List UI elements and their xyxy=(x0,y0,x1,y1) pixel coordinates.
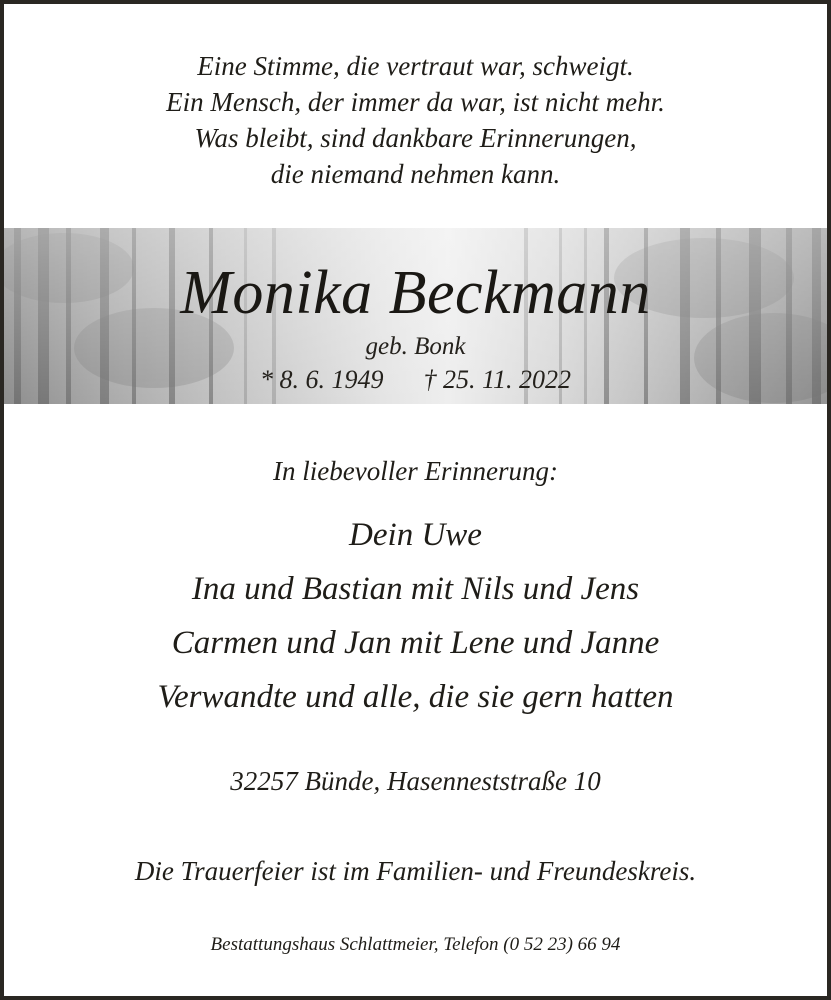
mourner-line: Ina und Bastian mit Nils und Jens xyxy=(191,571,640,607)
ceremony-note: Die Trauerfeier ist im Familien- und Freundeskreis. xyxy=(134,856,697,886)
deceased-name: Monika Beckmann xyxy=(180,259,651,327)
poem-line: Eine Stimme, die vertraut war, schweigt. xyxy=(197,51,634,81)
mourner-line: Carmen und Jan mit Lene und Janne xyxy=(171,625,660,661)
death-date: † 25. 11. 2022 xyxy=(423,365,572,394)
poem-line: Was bleibt, sind dankbare Erinnerungen, xyxy=(194,123,637,153)
life-dates xyxy=(4,364,827,396)
deceased-info xyxy=(4,228,827,404)
mourner-line: Dein Uwe xyxy=(349,517,482,553)
poem-line: Ein Mensch, der immer da war, ist nicht mehr. xyxy=(166,87,665,117)
family-address: 32257 Bünde, Hasenneststraße 10 xyxy=(230,766,601,796)
birth-date: * 8. 6. 1949 xyxy=(259,365,384,394)
mourners-list xyxy=(4,508,827,724)
mourner-line: Verwandte und alle, die sie gern hatten xyxy=(157,679,674,715)
remembrance-intro: In liebevoller Erinnerung: xyxy=(273,456,558,486)
memorial-poem xyxy=(4,48,827,192)
undertaker-contact: Bestattungshaus Schlattmeier, Telefon (0 52 23) 66 94 xyxy=(210,934,621,955)
poem-line: die niemand nehmen kann. xyxy=(270,159,561,189)
forest-photo-banner xyxy=(4,228,827,404)
maiden-name: geb. Bonk xyxy=(365,333,466,360)
